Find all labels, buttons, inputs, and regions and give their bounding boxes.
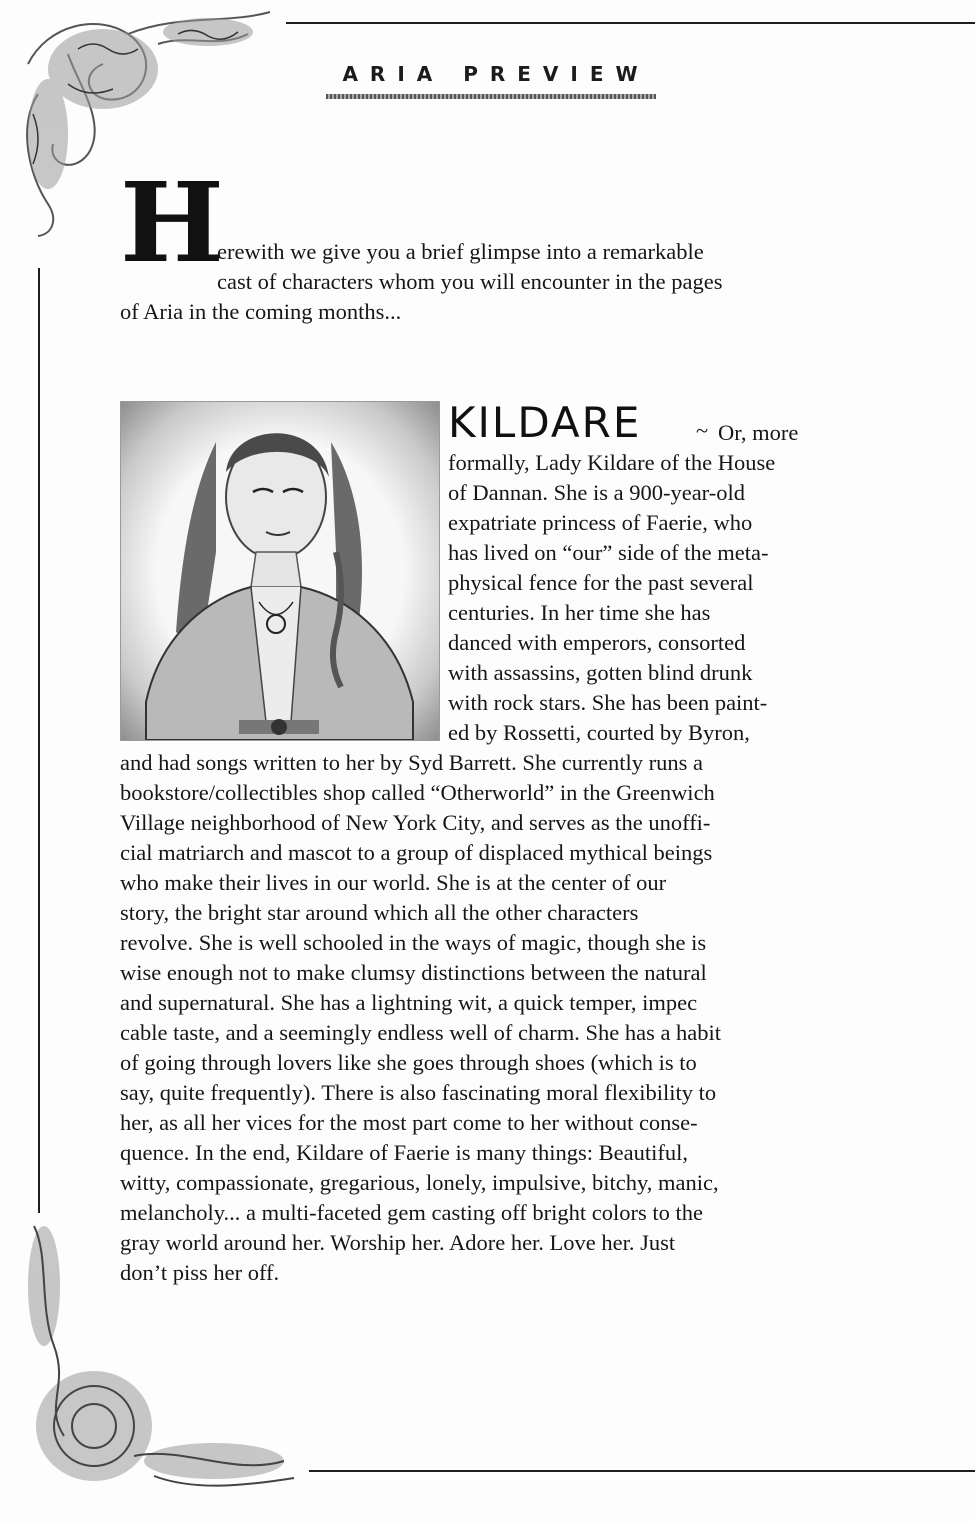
character-name: KILDARE [448,398,642,447]
body-line: danced with emperors, consorted [448,630,746,655]
left-rule [38,268,40,1213]
body-line: with rock stars. She has been paint- [448,690,768,715]
body-line: formally, Lady Kildare of the House [448,450,776,475]
bottom-rule [309,1470,975,1472]
body-line: cial matriarch and mascot to a group of displaced mythical beings [120,840,713,865]
body-line: revolve. She is well schooled in the ways of magic, though she is [120,930,707,955]
body-line: bookstore/collectibles shop called “Otherworld” in the Greenwich [120,780,715,805]
body-line: wise enough not to make clumsy distinctions between the natural [120,960,707,985]
body-line: of going through lovers like she goes through shoes (which is to [120,1050,697,1075]
body-line: physical fence for the past several [448,570,754,595]
body-line: witty, compassionate, gregarious, lonely, impulsive, bitchy, manic, [120,1170,719,1195]
page-title: ARIA PREVIEW [342,62,650,86]
title-underline [326,94,656,99]
body-line: don’t piss her off. [120,1260,280,1285]
body-line: story, the bright star around which all the other characters [120,900,639,925]
body-line: melancholy... a multi-faceted gem casting off bright colors to the [120,1200,703,1225]
intro-line: of Aria in the coming months... [120,299,402,324]
body-line: expatriate princess of Faerie, who [448,510,753,535]
body-line: with assassins, gotten blind drunk [448,660,753,685]
body-line: quence. In the end, Kildare of Faerie is many things: Beautiful, [120,1140,688,1165]
name-separator: ~ [696,418,709,443]
body-line: say, quite frequently). There is also fascinating moral flexibility to [120,1080,717,1105]
body-line: gray world around her. Worship her. Adore her. Love her. Just [120,1230,676,1255]
page-header [326,62,656,99]
body-line: centuries. In her time she has [448,600,711,625]
body-line: and supernatural. She has a lightning wit, a quick temper, impec [120,990,698,1015]
intro-line: cast of characters whom you will encounter in the pages [217,269,723,294]
body-line: has lived on “our” side of the meta- [448,540,769,565]
kildare-portrait [120,401,440,741]
drop-cap: H [120,158,224,287]
kildare-illustration [121,402,439,740]
top-rule [286,22,975,24]
intro-line: erewith we give you a brief glimpse into a remarkable [217,239,704,264]
body-line: Village neighborhood of New York City, and serves as the unoffi- [120,810,711,835]
body-line: who make their lives in our world. She is at the center of our [120,870,667,895]
body-line: Or, more [718,420,799,445]
body-line: cable taste, and a seemingly endless well of charm. She has a habit [120,1020,722,1045]
body-line: ed by Rossetti, courted by Byron, [448,720,750,745]
body-line: of Dannan. She is a 900-year-old [448,480,745,505]
body-line: her, as all her vices for the most part come to her without conse- [120,1110,698,1135]
body-line: and had songs written to her by Syd Barrett. She currently runs a [120,750,704,775]
